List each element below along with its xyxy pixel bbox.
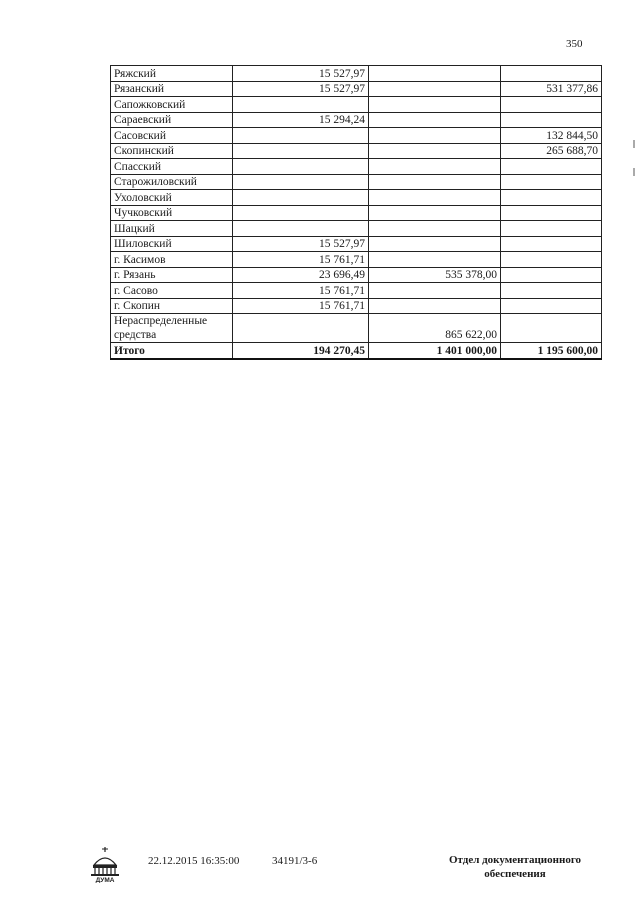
total-row — [111, 343, 602, 359]
amount-cell-2 — [369, 221, 501, 237]
total-amount-cell-2: 1 401 000,00 — [369, 343, 501, 359]
amount-cell-3 — [501, 66, 602, 82]
amount-cell-3 — [501, 283, 602, 299]
amount-cell-2 — [369, 283, 501, 299]
amount-cell-2 — [369, 205, 501, 221]
amount-cell-3 — [501, 190, 602, 206]
table-row — [111, 221, 602, 237]
amount-cell-3 — [501, 112, 602, 128]
amount-cell-1: 15 761,71 — [233, 252, 369, 268]
amount-cell-3: 265 688,70 — [501, 143, 602, 159]
amount-cell-3 — [501, 314, 602, 343]
table-row — [111, 283, 602, 299]
department-line-1: Отдел документационного — [448, 854, 582, 866]
total-label-cell: Итого — [111, 343, 233, 359]
amount-cell-2: 865 622,00 — [369, 314, 501, 343]
amount-cell-2 — [369, 159, 501, 175]
table-row — [111, 190, 602, 206]
footer — [0, 845, 640, 885]
amount-cell-1: 23 696,49 — [233, 267, 369, 283]
total-amount-cell-3: 1 195 600,00 — [501, 343, 602, 359]
amount-cell-1 — [233, 205, 369, 221]
amount-cell-1 — [233, 128, 369, 144]
amount-cell-3 — [501, 267, 602, 283]
amount-cell-3 — [501, 236, 602, 252]
amount-cell-3 — [501, 221, 602, 237]
table-row — [111, 267, 602, 283]
amount-cell-1 — [233, 174, 369, 190]
department-line-2: обеспечения — [484, 868, 546, 880]
table-row — [111, 236, 602, 252]
svg-text:ДУМА: ДУМА — [95, 877, 115, 883]
amount-cell-2 — [369, 236, 501, 252]
amount-cell-3: 531 377,86 — [501, 81, 602, 97]
amount-cell-3 — [501, 298, 602, 314]
page-number: 350 — [566, 38, 583, 50]
amount-cell-3 — [501, 97, 602, 113]
amount-cell-1 — [233, 221, 369, 237]
amount-cell-3 — [501, 205, 602, 221]
table-row — [111, 298, 602, 314]
amount-cell-1: 15 527,97 — [233, 81, 369, 97]
amount-cell-2 — [369, 112, 501, 128]
table-row — [111, 159, 602, 175]
table-row — [111, 314, 602, 343]
budget-table — [110, 65, 602, 360]
amount-cell-1: 15 527,97 — [233, 66, 369, 82]
table-row — [111, 81, 602, 97]
district-name-cell: г. Сасово — [111, 283, 233, 299]
amount-cell-2: 535 378,00 — [369, 267, 501, 283]
table-row — [111, 205, 602, 221]
amount-cell-3 — [501, 159, 602, 175]
amount-cell-1: 15 294,24 — [233, 112, 369, 128]
district-name-cell: Спасский — [111, 159, 233, 175]
amount-cell-2 — [369, 81, 501, 97]
table-row — [111, 252, 602, 268]
table-row — [111, 128, 602, 144]
amount-cell-2 — [369, 252, 501, 268]
total-amount-cell-1: 194 270,45 — [233, 343, 369, 359]
district-name-cell: Сапожковский — [111, 97, 233, 113]
duma-logo-icon — [88, 845, 122, 883]
district-name-cell: Сараевский — [111, 112, 233, 128]
district-name-cell: г. Касимов — [111, 252, 233, 268]
district-name-cell: Скопинский — [111, 143, 233, 159]
district-name-cell: Чучковский — [111, 205, 233, 221]
amount-cell-1: 15 527,97 — [233, 236, 369, 252]
district-name-cell: Ряжский — [111, 66, 233, 82]
district-name-cell: г. Рязань — [111, 267, 233, 283]
amount-cell-2 — [369, 66, 501, 82]
amount-cell-1 — [233, 190, 369, 206]
district-name-cell: Нераспределенные средства — [111, 314, 233, 343]
table-row — [111, 97, 602, 113]
amount-cell-1: 15 761,71 — [233, 283, 369, 299]
document-number: 34191/3-6 — [272, 855, 318, 867]
table-row — [111, 143, 602, 159]
amount-cell-1 — [233, 143, 369, 159]
timestamp: 22.12.2015 16:35:00 — [148, 855, 240, 867]
district-name-cell: Сасовский — [111, 128, 233, 144]
district-name-cell: Шацкий — [111, 221, 233, 237]
budget-table-wrapper — [110, 65, 602, 360]
amount-cell-2 — [369, 190, 501, 206]
scan-edge-marks — [631, 140, 637, 200]
department-stamp — [440, 853, 590, 881]
table-row — [111, 66, 602, 82]
amount-cell-2 — [369, 128, 501, 144]
district-name-cell: Шиловский — [111, 236, 233, 252]
amount-cell-3: 132 844,50 — [501, 128, 602, 144]
amount-cell-2 — [369, 174, 501, 190]
amount-cell-1 — [233, 97, 369, 113]
amount-cell-1 — [233, 159, 369, 175]
amount-cell-1 — [233, 314, 369, 343]
budget-table-body — [111, 66, 602, 359]
amount-cell-2 — [369, 143, 501, 159]
district-name-cell: Рязанский — [111, 81, 233, 97]
district-name-cell: Ухоловский — [111, 190, 233, 206]
table-row — [111, 174, 602, 190]
amount-cell-3 — [501, 174, 602, 190]
amount-cell-2 — [369, 97, 501, 113]
amount-cell-3 — [501, 252, 602, 268]
amount-cell-2 — [369, 298, 501, 314]
amount-cell-1: 15 761,71 — [233, 298, 369, 314]
district-name-cell: Старожиловский — [111, 174, 233, 190]
table-row — [111, 112, 602, 128]
district-name-cell: г. Скопин — [111, 298, 233, 314]
